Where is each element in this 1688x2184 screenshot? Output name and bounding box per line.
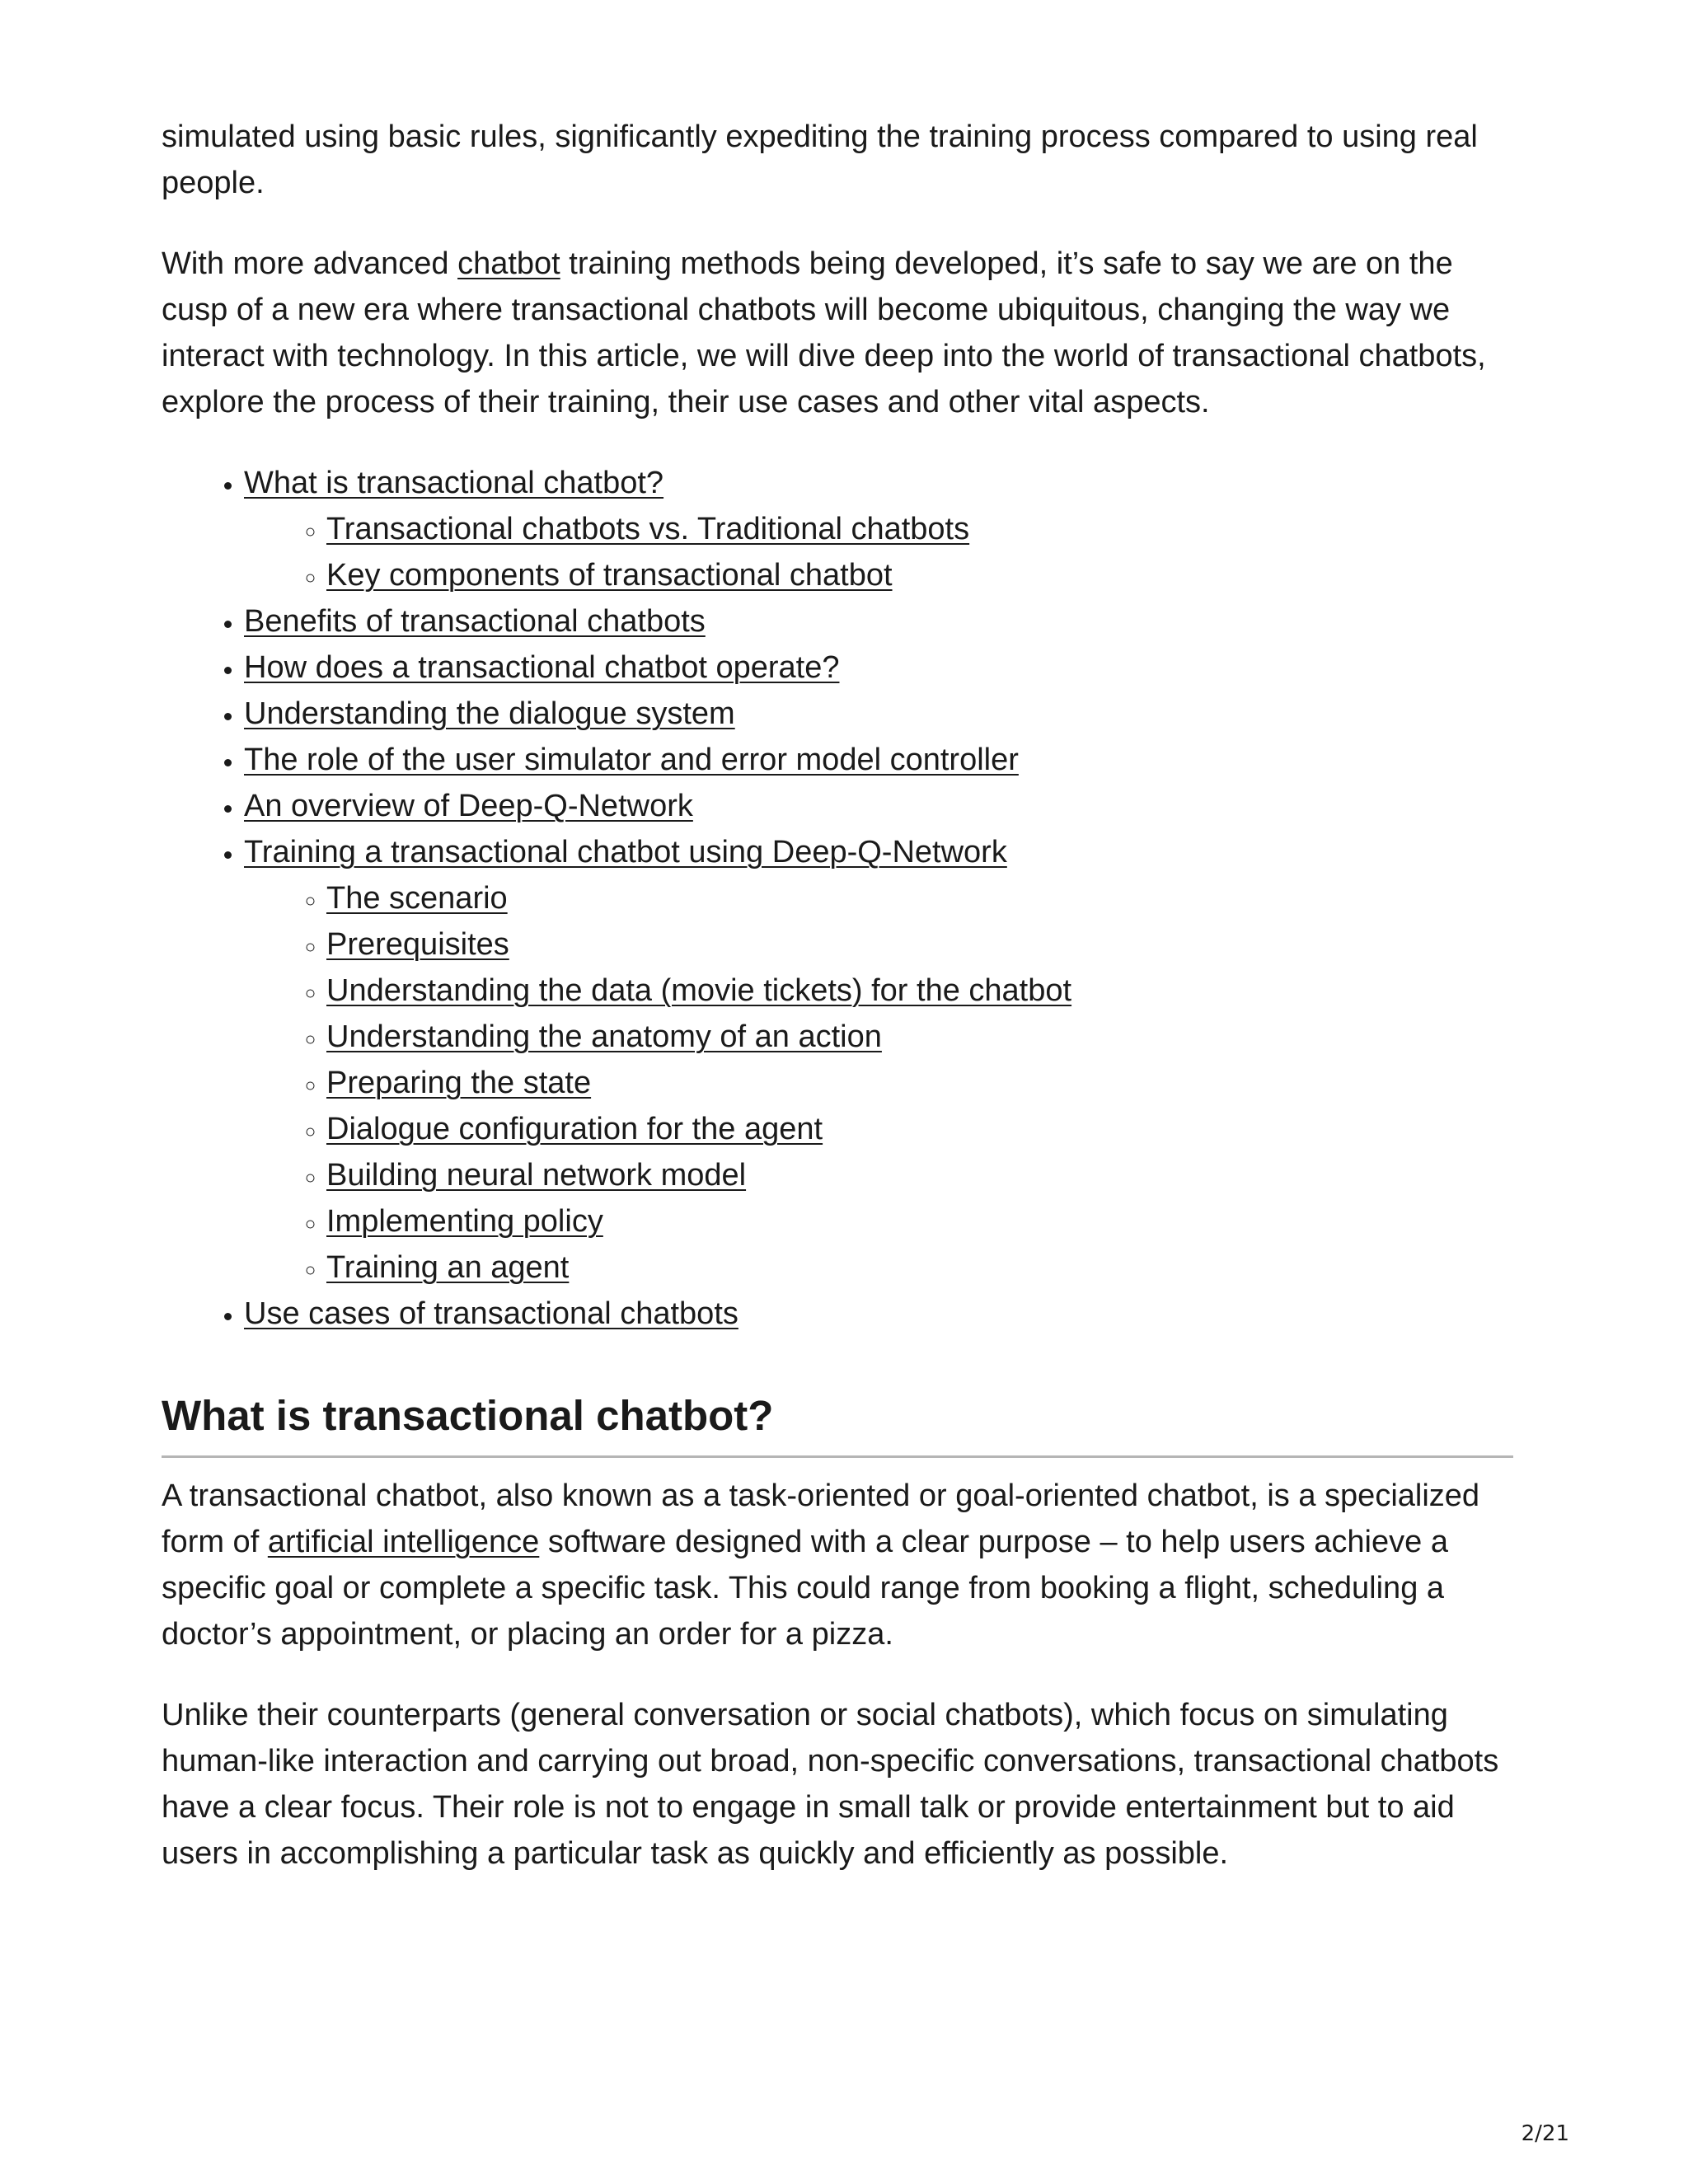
toc-subitem — [326, 921, 1513, 968]
toc-link-how-operate[interactable]: How does a transactional chatbot operate? — [244, 650, 840, 685]
toc-subitem — [326, 1106, 1513, 1152]
toc-link-nn-model[interactable]: Building neural network model — [326, 1158, 747, 1193]
intro-paragraph-2-text-start: With more advanced — [162, 246, 458, 281]
toc-subitem — [326, 875, 1513, 921]
section-heading: What is transactional chatbot? — [162, 1390, 1513, 1458]
toc-item — [244, 829, 1513, 1291]
section-paragraph-2: Unlike their counterparts (general conversation or social chatbots), which focus on simulating human-like interaction and carrying out broad, non-specific conversations, transactional chatbots have a clear focus. Their role is not to engage in small talk or provide entertainment but to aid users in accomplishing a particular task as quickly and efficiently as possible. — [162, 1698, 1499, 1871]
toc-link-vs-traditional[interactable]: Transactional chatbots vs. Traditional chatbots — [326, 512, 970, 546]
toc-item — [244, 598, 1513, 644]
toc-link-training-agent[interactable]: Training an agent — [326, 1250, 570, 1285]
toc-item — [244, 460, 1513, 598]
toc-link-training-dqn[interactable]: Training a transactional chatbot using Deep-Q-Network — [244, 835, 1007, 869]
toc-item — [244, 783, 1513, 829]
toc-link-scenario[interactable]: The scenario — [326, 881, 508, 916]
section-paragraph-1 — [162, 1473, 1513, 1657]
toc-sublist — [244, 875, 1513, 1291]
toc-link-what-is[interactable]: What is transactional chatbot? — [244, 466, 664, 500]
section-paragraph-1-text-end: software designed with a clear purpose – to help users achieve a specific goal or complete a specific task. This could range from booking a flight, scheduling a doctor’s appointment, or placing an order for a pizza. — [162, 1525, 1448, 1652]
toc-link-user-simulator[interactable]: The role of the user simulator and error model controller — [244, 743, 1019, 777]
toc-subitem — [326, 968, 1513, 1014]
toc-link-state[interactable]: Preparing the state — [326, 1066, 592, 1100]
toc-item — [244, 737, 1513, 783]
artificial-intelligence-link[interactable]: artificial intelligence — [267, 1525, 540, 1559]
toc-link-policy[interactable]: Implementing policy — [326, 1204, 603, 1239]
toc-subitem — [326, 506, 1513, 552]
toc-link-benefits[interactable]: Benefits of transactional chatbots — [244, 604, 706, 639]
toc-subitem — [326, 1014, 1513, 1060]
toc-item — [244, 1291, 1513, 1337]
toc-link-dialogue-system[interactable]: Understanding the dialogue system — [244, 696, 735, 731]
intro-paragraph-1: simulated using basic rules, significantly expediting the training process compared to using real people. — [162, 120, 1478, 200]
toc-link-dialogue-config[interactable]: Dialogue configuration for the agent — [326, 1112, 823, 1146]
toc-link-data[interactable]: Understanding the data (movie tickets) for the chatbot — [326, 973, 1072, 1008]
toc-subitem — [326, 552, 1513, 598]
toc-link-key-components[interactable]: Key components of transactional chatbot — [326, 558, 893, 593]
page-number: 2/21 — [1521, 2121, 1569, 2146]
section-paragraph-1-text-start: A transactional chatbot, also known as a task-oriented or goal-oriented chatbot, is a specialized form of — [162, 1479, 1480, 1559]
toc-item — [244, 644, 1513, 691]
toc-sublist — [244, 506, 1513, 598]
toc-subitem — [326, 1060, 1513, 1106]
toc-subitem — [326, 1244, 1513, 1291]
toc-link-anatomy[interactable]: Understanding the anatomy of an action — [326, 1019, 882, 1054]
intro-paragraph-2 — [162, 241, 1513, 425]
toc-link-use-cases[interactable]: Use cases of transactional chatbots — [244, 1296, 738, 1331]
toc-subitem — [326, 1152, 1513, 1198]
toc-link-dqn-overview[interactable]: An overview of Deep-Q-Network — [244, 789, 693, 823]
intro-paragraph-2-text-end: training methods being developed, it’s safe to say we are on the cusp of a new era where transactional chatbots will become ubiquitous, changing the way we interact with technology. In this article, we will dive deep into the world of transactional chatbots, explore the process of their training, their use cases and other vital aspects. — [162, 246, 1486, 419]
table-of-contents — [162, 460, 1513, 1337]
chatbot-link[interactable]: chatbot — [457, 246, 560, 281]
toc-item — [244, 691, 1513, 737]
toc-link-prerequisites[interactable]: Prerequisites — [326, 927, 509, 962]
toc-subitem — [326, 1198, 1513, 1244]
article-body — [162, 114, 1513, 1911]
